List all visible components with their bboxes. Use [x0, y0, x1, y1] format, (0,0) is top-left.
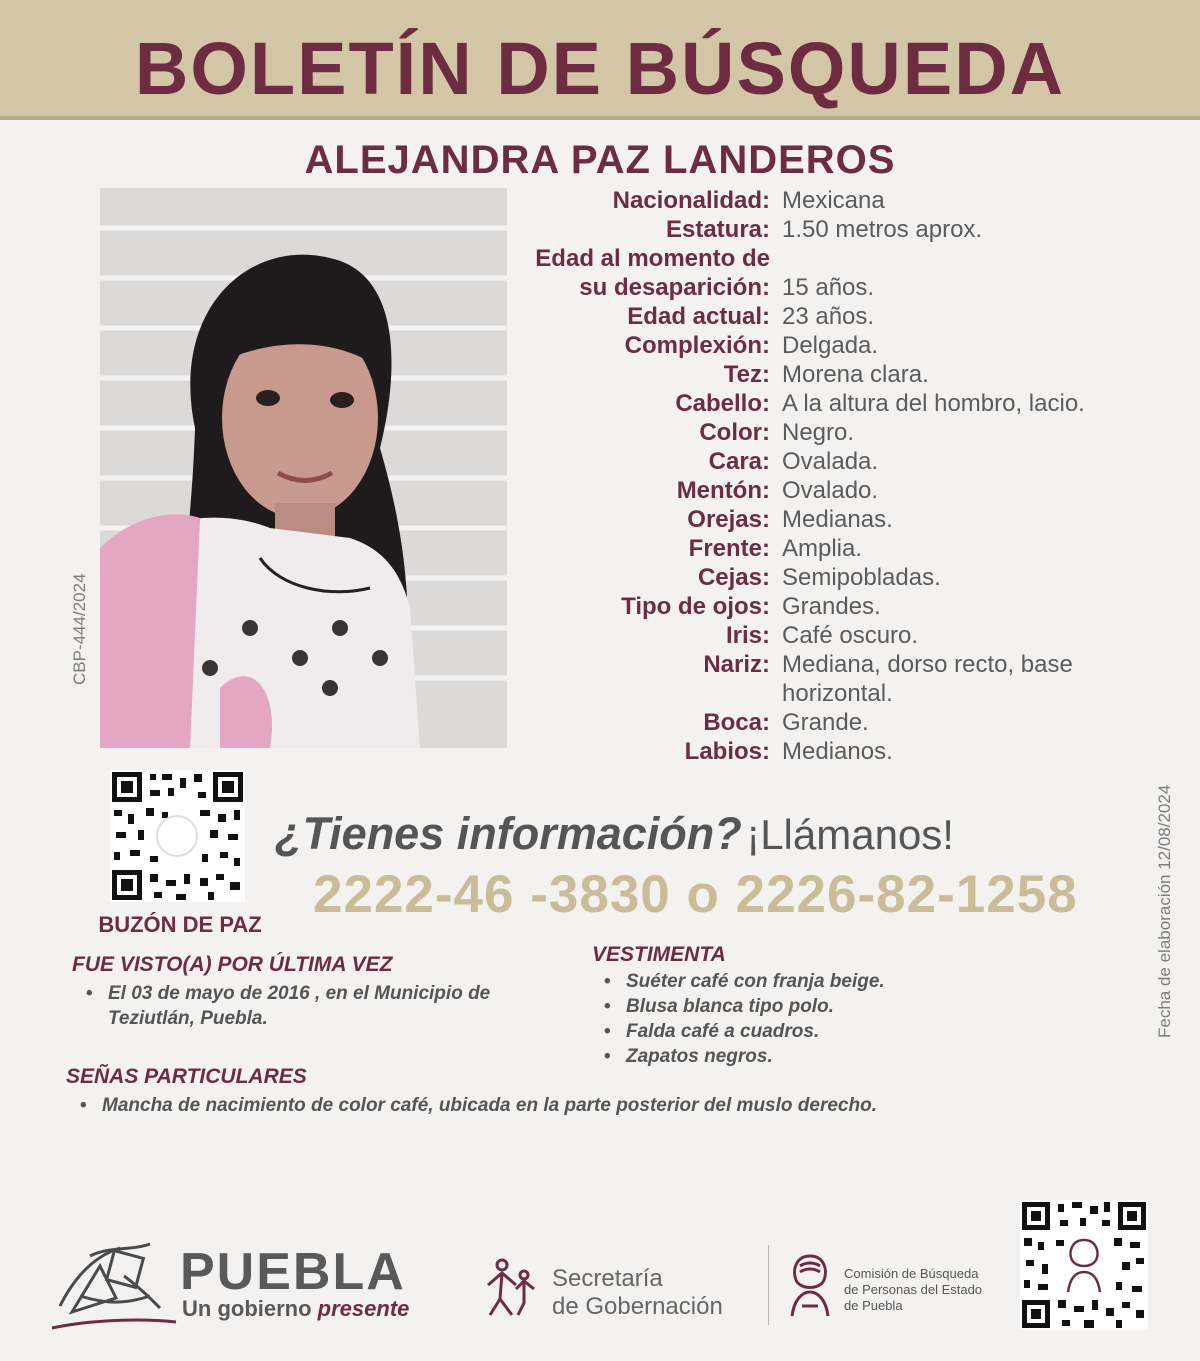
detail-label: Boca: — [703, 709, 770, 736]
detail-value: 23 años. — [782, 303, 875, 330]
detail-label: Estatura: — [665, 216, 770, 243]
last-seen-title: FUE VISTO(A) POR ÚLTIMA VEZ — [72, 953, 393, 976]
secretaria-text — [552, 1265, 723, 1321]
info-question — [275, 808, 954, 860]
secretaria-line-1: Secretaría — [552, 1265, 663, 1292]
detail-row — [430, 360, 1190, 389]
detail-label: Edad actual: — [627, 303, 770, 330]
detail-label: Edad al momento de — [535, 245, 770, 272]
detail-value: Medianos. — [782, 738, 893, 765]
detail-value: Delgada. — [782, 332, 879, 359]
detail-row — [430, 650, 1190, 708]
detail-value: Ovalada. — [782, 448, 879, 475]
qr-code-buzon[interactable] — [110, 770, 245, 902]
header-banner — [0, 0, 1200, 120]
detail-label: Nacionalidad: — [612, 187, 770, 214]
question-text: ¿Tienes información? — [275, 808, 742, 859]
detail-row — [430, 186, 1190, 215]
detail-row — [430, 302, 1190, 331]
phone-numbers[interactable]: 2222-46 -3830 o 2226-82-1258 — [313, 865, 1078, 924]
detail-value: 1.50 metros aprox. — [782, 216, 983, 243]
detail-row — [430, 215, 1190, 244]
list-item: • Mancha de nacimiento de color café, ubicada en la parte posterior del muslo derecho. — [78, 1093, 1128, 1118]
detail-label: Tez: — [723, 361, 770, 388]
detail-row — [430, 389, 1190, 418]
comision-logo — [782, 1250, 1012, 1330]
detail-value: Mediana, dorso recto, base horizontal. — [782, 651, 1073, 707]
detail-label: Cara: — [708, 448, 770, 475]
qr-code-icon — [110, 770, 245, 902]
puebla-logo — [50, 1236, 420, 1332]
detail-row — [430, 273, 1190, 302]
detail-row — [430, 244, 1190, 273]
detail-label: Labios: — [684, 738, 770, 765]
clothing-title: VESTIMENTA — [592, 943, 726, 966]
detail-value: Semipobladas. — [782, 564, 941, 591]
detail-row — [430, 708, 1190, 737]
clothing-list — [602, 969, 1052, 1069]
detail-label: Color: — [699, 419, 770, 446]
last-seen-list — [84, 981, 574, 1031]
comision-line-2: de Personas del Estado — [844, 1282, 983, 1297]
case-code: CBP-444/2024 — [70, 573, 89, 685]
list-item: • El 03 de mayo de 2016 , en el Municipio de Teziutlán, Puebla. — [84, 981, 574, 1031]
detail-label: Frente: — [688, 535, 770, 562]
detail-label: Iris: — [725, 622, 770, 649]
detail-value: Café oscuro. — [782, 622, 919, 649]
detail-row — [430, 592, 1190, 621]
detail-label: su desaparición: — [579, 274, 770, 301]
detail-row — [430, 505, 1190, 534]
detail-row — [430, 447, 1190, 476]
detail-label: Mentón: — [676, 477, 770, 504]
puebla-emblem-icon — [50, 1236, 178, 1332]
call-text: ¡Llámanos! — [746, 811, 954, 858]
detail-value: Grandes. — [782, 593, 881, 620]
detail-row — [430, 476, 1190, 505]
list-item: • Suéter café con franja beige. — [602, 969, 1052, 994]
detail-value: Negro. — [782, 419, 855, 446]
details-list — [430, 186, 1190, 766]
comision-line-3: de Puebla — [844, 1298, 903, 1313]
secretaria-logo — [480, 1255, 770, 1330]
comision-emblem-icon — [782, 1250, 838, 1320]
detail-label: Cabello: — [675, 390, 770, 417]
qr-code-icon — [1020, 1200, 1148, 1330]
detail-row — [430, 737, 1190, 766]
secretaria-line-2: de Gobernación — [552, 1293, 723, 1320]
puebla-slogan — [182, 1296, 409, 1322]
detail-label: Complexión: — [624, 332, 770, 359]
comision-text — [844, 1266, 982, 1314]
marks-title: SEÑAS PARTICULARES — [66, 1065, 307, 1088]
detail-value: Mexicana — [782, 187, 885, 214]
detail-value: Medianas. — [782, 506, 893, 533]
marks-list — [78, 1093, 1128, 1118]
footer-divider — [768, 1245, 769, 1325]
detail-row — [430, 331, 1190, 360]
detail-row — [430, 534, 1190, 563]
detail-value: Ovalado. — [782, 477, 879, 504]
detail-value — [782, 244, 1177, 273]
puebla-word: PUEBLA — [180, 1243, 406, 1301]
slogan-emphasis: presente — [317, 1296, 410, 1321]
list-item: • Falda café a cuadros. — [602, 1019, 1052, 1044]
detail-value: Grande. — [782, 709, 869, 736]
detail-label: Tipo de ojos: — [621, 593, 770, 620]
list-item: • Zapatos negros. — [602, 1044, 1052, 1069]
slogan-plain: Un gobierno — [182, 1296, 312, 1321]
list-item: • Blusa blanca tipo polo. — [602, 994, 1052, 1019]
person-name: ALEJANDRA PAZ LANDEROS — [304, 138, 896, 182]
comision-line-1: Comisión de Búsqueda — [844, 1266, 979, 1281]
qr-label: BUZÓN DE PAZ — [98, 912, 262, 937]
detail-label: Nariz: — [703, 651, 770, 678]
detail-value: Amplia. — [782, 535, 863, 562]
secretaria-emblem-icon — [480, 1255, 542, 1319]
detail-label: Orejas: — [687, 506, 770, 533]
page-title: BOLETÍN DE BÚSQUEDA — [134, 27, 1066, 110]
detail-row — [430, 563, 1190, 592]
detail-row — [430, 621, 1190, 650]
detail-value: 15 años. — [782, 274, 875, 301]
qr-code-comision[interactable] — [1020, 1200, 1148, 1330]
creation-date: Fecha de elaboración 12/08/2024 — [1155, 784, 1174, 1038]
detail-value: A la altura del hombro, lacio. — [782, 390, 1085, 417]
detail-value: Morena clara. — [782, 361, 929, 388]
detail-label: Cejas: — [697, 564, 770, 591]
detail-row — [430, 418, 1190, 447]
